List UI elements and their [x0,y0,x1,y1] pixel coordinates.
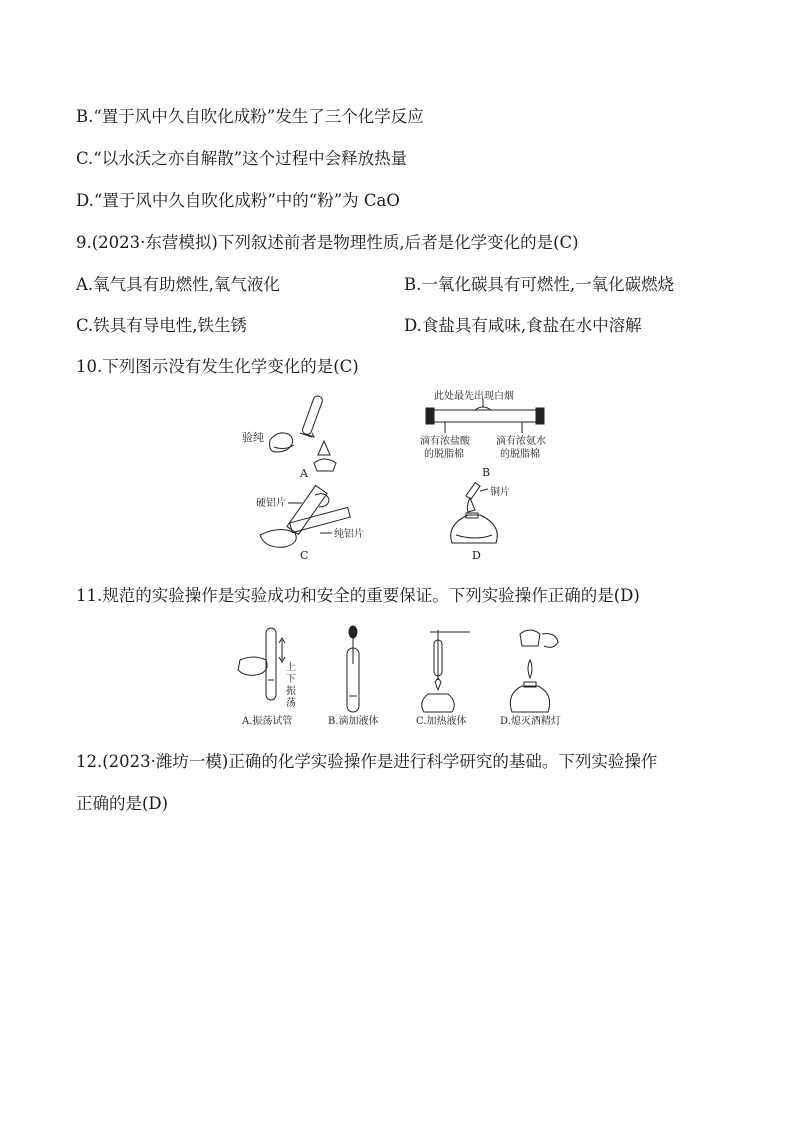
panel-a-shaking-test-tube [238,628,285,700]
letter-b: B [482,466,491,479]
label-c-hard-aluminum: 硬铝片 [256,498,286,509]
label-a-swing: 荡 [286,698,296,709]
figure-q11 [230,620,580,730]
label-a-yanchun: 验纯 [242,431,264,444]
flame-icon [467,498,475,512]
option-b-q8: B.“置于风中久自吹化成粉”发生了三个化学反应 [76,107,424,126]
label-a-down: 下 [286,674,296,685]
caption-d: D.熄灭酒精灯 [500,716,561,727]
option-d-q9: D.食盐具有咸味,食盐在水中溶解 [404,316,642,335]
panel-d-extinguish-lamp [510,630,558,712]
question-9: 9.(2023·东营模拟)下列叙述前者是物理性质,后者是化学变化的是(C) [76,233,579,252]
question-11: 11.规范的实验操作是实验成功和安全的重要保证。下列实验操作正确的是(D) [76,586,640,605]
panel-a-test-tube-purity-check [270,395,336,471]
option-a-q9: A.氧气具有助燃性,氧气液化 [76,275,280,294]
option-d-q8: D.“置于风中久自吹化成粉”中的“粉”为 CaO [76,191,400,210]
panel-c-heating-liquid [422,630,470,712]
label-b-left-2: 的脱脂棉 [424,449,464,460]
label-c-pure-aluminum: 纯铝片 [334,529,364,540]
option-c-q9: C.铁具有导电性,铁生锈 [76,316,248,335]
option-b-q9: B.一氧化碳具有可燃性,一氧化碳燃烧 [404,275,675,294]
panel-b-glass-tube-smoke [426,399,544,433]
question-10: 10.下列图示没有发生化学变化的是(C) [76,357,359,376]
option-c-q8: C.“以水沃之亦自解散”这个过程中会释放热量 [76,149,408,168]
question-12-line2: 正确的是(D) [76,794,169,813]
caption-b: B.滴加液体 [328,716,379,727]
label-b-top: 此处最先出现白烟 [434,391,514,402]
label-b-right-2: 的脱脂棉 [500,449,540,460]
flame-icon [528,660,532,678]
label-a-shake: 振 [286,686,296,697]
label-b-left-1: 滴有浓盐酸 [420,436,470,447]
caption-c: C.加热液体 [416,716,467,727]
label-a-up: 上 [286,662,296,673]
letter-c: C [300,549,309,562]
figure-q10 [230,385,570,565]
flame-icon [318,441,330,455]
caption-a: A.振荡试管 [242,716,293,727]
letter-d: D [472,549,481,562]
letter-a: A [300,467,308,480]
question-12-line1: 12.(2023·潍坊一模)正确的化学实验操作是进行科学研究的基础。下列实验操作 [76,752,658,771]
label-d-copper: 铜片 [490,487,510,498]
label-b-right-1: 滴有浓氨水 [496,436,546,447]
panel-b-dropper-test-tube [347,626,359,712]
question-9-options-row2 [76,316,642,336]
question-9-options-row1 [76,275,675,295]
